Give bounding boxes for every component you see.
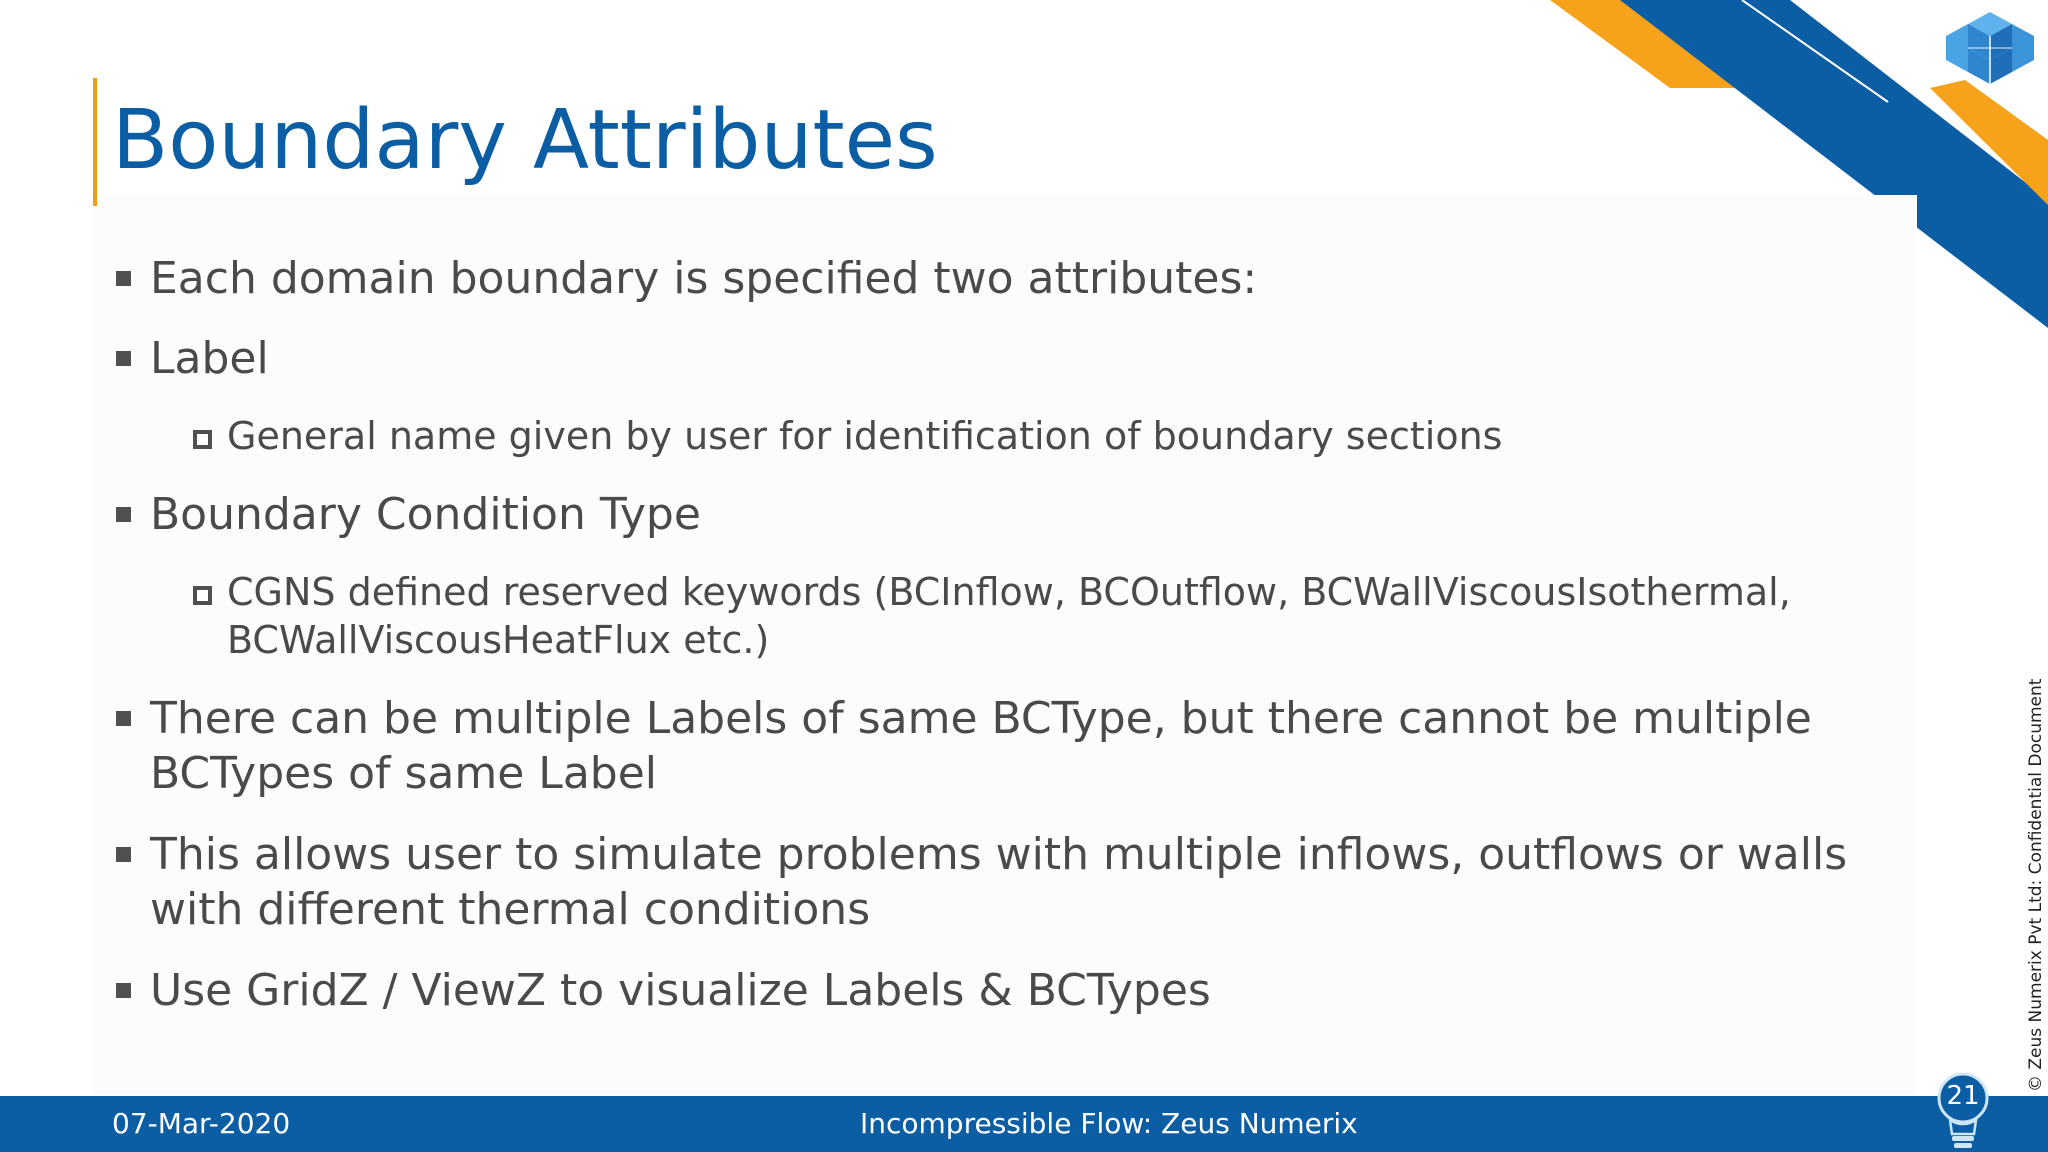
filled-square-bullet-icon [116, 847, 131, 862]
sub-bullet-item [227, 412, 1847, 460]
bullet-item [150, 331, 1920, 386]
filled-square-bullet-icon [116, 983, 131, 998]
hollow-square-bullet-icon [193, 586, 212, 605]
sub-bullet-item [227, 568, 1847, 664]
filled-square-bullet-icon [116, 711, 131, 726]
bullet-text: Use GridZ / ViewZ to visualize Labels & BCTypes [150, 965, 1211, 1016]
filled-square-bullet-icon [116, 271, 131, 286]
bullet-text: Label [150, 333, 269, 384]
slide-title: Boundary Attributes [112, 93, 938, 188]
bullet-text: This allows user to simulate problems with multiple inflows, outflows or walls with different thermal conditions [150, 829, 1848, 935]
footer-title: Incompressible Flow: Zeus Numerix [860, 1107, 1358, 1140]
sub-bullet-text: General name given by user for identification of boundary sections [227, 414, 1503, 458]
sub-bullet-text: CGNS defined reserved keywords (BCInflow, BCOutflow, BCWallViscousIsothermal, BCWallViscousHeatFlux etc.) [227, 570, 1791, 662]
bullet-item [150, 251, 1920, 306]
bullet-item [150, 691, 1920, 801]
page-number: 21 [1946, 1081, 1980, 1111]
footer-bar [0, 1096, 2048, 1152]
bullet-item [150, 827, 1920, 937]
filled-square-bullet-icon [116, 351, 131, 366]
bullet-text: Each domain boundary is specified two attributes: [150, 253, 1258, 304]
bullet-item [150, 963, 1920, 1018]
confidential-notice: © Zeus Numerix Pvt Ltd: Confidential Document [2026, 678, 2046, 1092]
hollow-square-bullet-icon [193, 430, 212, 449]
footer-date: 07-Mar-2020 [112, 1107, 291, 1140]
bullet-item [150, 487, 1920, 542]
bullet-text: Boundary Condition Type [150, 489, 701, 540]
bullet-text: There can be multiple Labels of same BCType, but there cannot be multiple BCTypes of same Label [150, 693, 1812, 799]
filled-square-bullet-icon [116, 507, 131, 522]
